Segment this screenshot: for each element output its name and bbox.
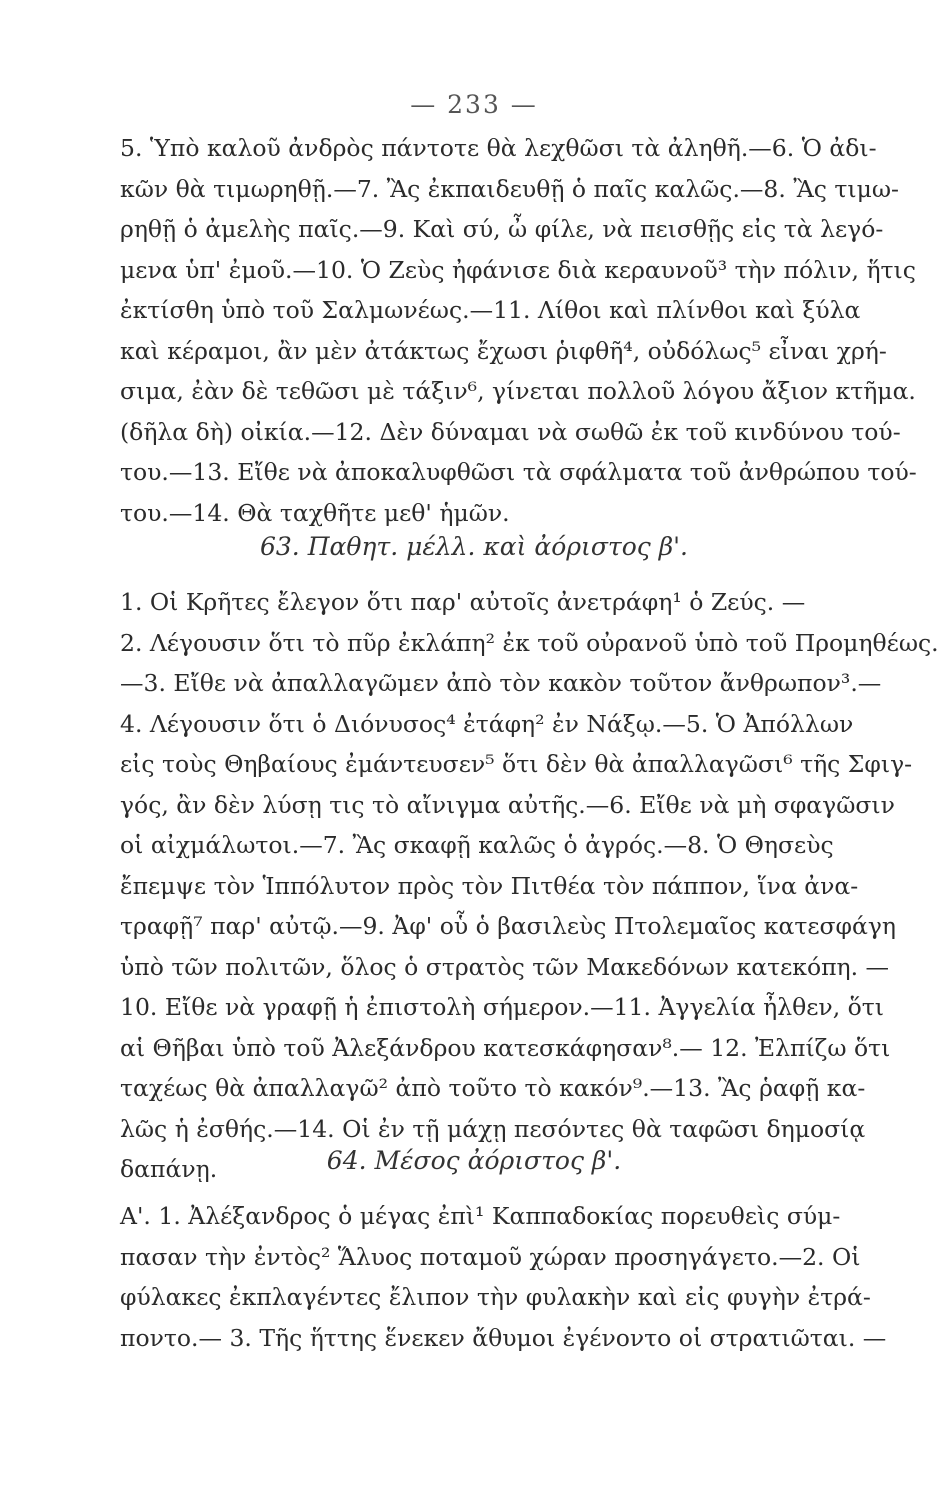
text-line: δαπάνῃ.: [120, 1155, 218, 1183]
text-line: —3. Εἴθε νὰ ἀπαλλαγῶμεν ἀπὸ τὸν κακὸν τοῦτον ἄνθρωπον³.—: [120, 669, 882, 697]
text-line: γός, ἂν δὲν λύσῃ τις τὸ αἴνιγμα αὐτῆς.—6. Εἴθε νὰ μὴ σφαγῶσιν: [120, 790, 895, 819]
text-line: (δῆλα δὴ) οἰκία.—12. Δὲν δύναμαι νὰ σωθῶ ἐκ τοῦ κινδύνου τού-: [120, 417, 901, 446]
text-line: ἔπεμψε τὸν Ἱππόλυτον πρὸς τὸν Πιτθέα τὸν πάππον, ἵνα ἀνα-: [120, 871, 859, 900]
section-64-heading: 64. Μέσος ἀόριστος β'.: [326, 1146, 622, 1175]
text-line: πασαν τὴν ἐντὸς² Ἅλυος ποταμοῦ χώραν προσηγάγετο.—2. Οἱ: [120, 1242, 861, 1271]
text-line: ρηθῇ ὁ ἀμελὴς παῖς.—9. Καὶ σύ, ὦ φίλε, νὰ πεισθῇς εἰς τὰ λεγό-: [120, 215, 884, 243]
section-63-body: [120, 582, 939, 1190]
text-line: καὶ κέραμοι, ἂν μὲν ἀτάκτως ἔχωσι ῥιφθῆ⁴, οὐδόλως⁵ εἶναι χρή-: [120, 336, 887, 365]
text-line: φύλακες ἐκπλαγέντες ἔλιπον τὴν φυλακὴν καὶ εἰς φυγὴν ἐτρά-: [120, 1283, 871, 1311]
section-63-heading: 63. Παθητ. μέλλ. καὶ ἀόριστος β'.: [259, 532, 688, 561]
section-62-continuation: [120, 128, 917, 533]
text-line: 5. Ὑπὸ καλοῦ ἀνδρὸς πάντοτε θὰ λεχθῶσι τὰ ἀληθῆ.—6. Ὁ ἀδι-: [120, 134, 877, 162]
text-line: 2. Λέγουσιν ὅτι τὸ πῦρ ἐκλάπη² ἐκ τοῦ οὐρανοῦ ὑπὸ τοῦ Προμηθέως.: [120, 628, 939, 657]
text-line: ταχέως θὰ ἀπαλλαγῶ² ἀπὸ τοῦτο τὸ κακόν⁹.—13. Ἂς ῥαφῇ κα-: [120, 1074, 866, 1102]
text-line: 4. Λέγουσιν ὅτι ὁ Διόνυσος⁴ ἐτάφη² ἐν Νάξῳ.—5. Ὁ Ἀπόλλων: [120, 709, 854, 738]
text-line: τραφῇ⁷ παρ' αὐτῷ.—9. Ἀφ' οὗ ὁ βασιλεὺς Πτολεμαῖος κατεσφάγη: [120, 912, 896, 940]
text-line: αἱ Θῆβαι ὑπὸ τοῦ Ἀλεξάνδρου κατεσκάφησαν⁸.— 12. Ἐλπίζω ὅτι: [120, 1033, 891, 1062]
text-line: σιμα, ἐὰν δὲ τεθῶσι μὲ τάξιν⁶, γίνεται πολλοῦ λόγου ἄξιον κτῆμα.: [120, 377, 916, 405]
text-line: ὑπὸ τῶν πολιτῶν, ὅλος ὁ στρατὸς τῶν Μακεδόνων κατεκόπη. —: [120, 952, 890, 981]
text-line: του.—14. Θὰ ταχθῆτε μεθ' ἡμῶν.: [120, 498, 510, 527]
text-line: λῶς ἡ ἐσθής.—14. Οἱ ἐν τῇ μάχῃ πεσόντες θὰ ταφῶσι δημοσίᾳ: [120, 1114, 866, 1143]
text-line: Α'. 1. Ἀλέξανδρος ὁ μέγας ἐπὶ¹ Καππαδοκίας πορευθεὶς σύμ-: [120, 1202, 841, 1230]
section-64-body: [120, 1196, 887, 1358]
text-line: ἐκτίσθη ὑπὸ τοῦ Σαλμωνέως.—11. Λίθοι καὶ πλίνθοι καὶ ξύλα: [120, 296, 861, 324]
text-line: μενα ὑπ' ἐμοῦ.—10. Ὁ Ζεὺς ἠφάνισε διὰ κεραυνοῦ³ τὴν πόλιν, ἥτις: [120, 255, 916, 284]
page-number: — 233 —: [410, 90, 538, 119]
text-line: ποντο.— 3. Τῆς ἥττης ἕνεκεν ἄθυμοι ἐγένοντο οἱ στρατιῶται. —: [120, 1323, 887, 1352]
text-line: του.—13. Εἴθε νὰ ἀποκαλυφθῶσι τὰ σφάλματα τοῦ ἀνθρώπου τού-: [120, 458, 917, 486]
text-line: 10. Εἴθε νὰ γραφῇ ἡ ἐπιστολὴ σήμερον.—11. Ἀγγελία ἦλθεν, ὅτι: [120, 993, 885, 1021]
text-line: 1. Οἱ Κρῆτες ἔλεγον ὅτι παρ' αὐτοῖς ἀνετράφη¹ ὁ Ζεύς. —: [120, 588, 806, 616]
text-line: κῶν θὰ τιμωρηθῇ.—7. Ἂς ἐκπαιδευθῇ ὁ παῖς καλῶς.—8. Ἂς τιμω-: [120, 174, 899, 203]
text-line: οἱ αἰχμάλωτοι.—7. Ἂς σκαφῇ καλῶς ὁ ἀγρός.—8. Ὁ Θησεὺς: [120, 831, 834, 859]
text-line: εἰς τοὺς Θηβαίους ἐμάντευσεν⁵ ὅτι δὲν θὰ ἀπαλλαγῶσι⁶ τῆς Σφιγ-: [120, 750, 913, 778]
